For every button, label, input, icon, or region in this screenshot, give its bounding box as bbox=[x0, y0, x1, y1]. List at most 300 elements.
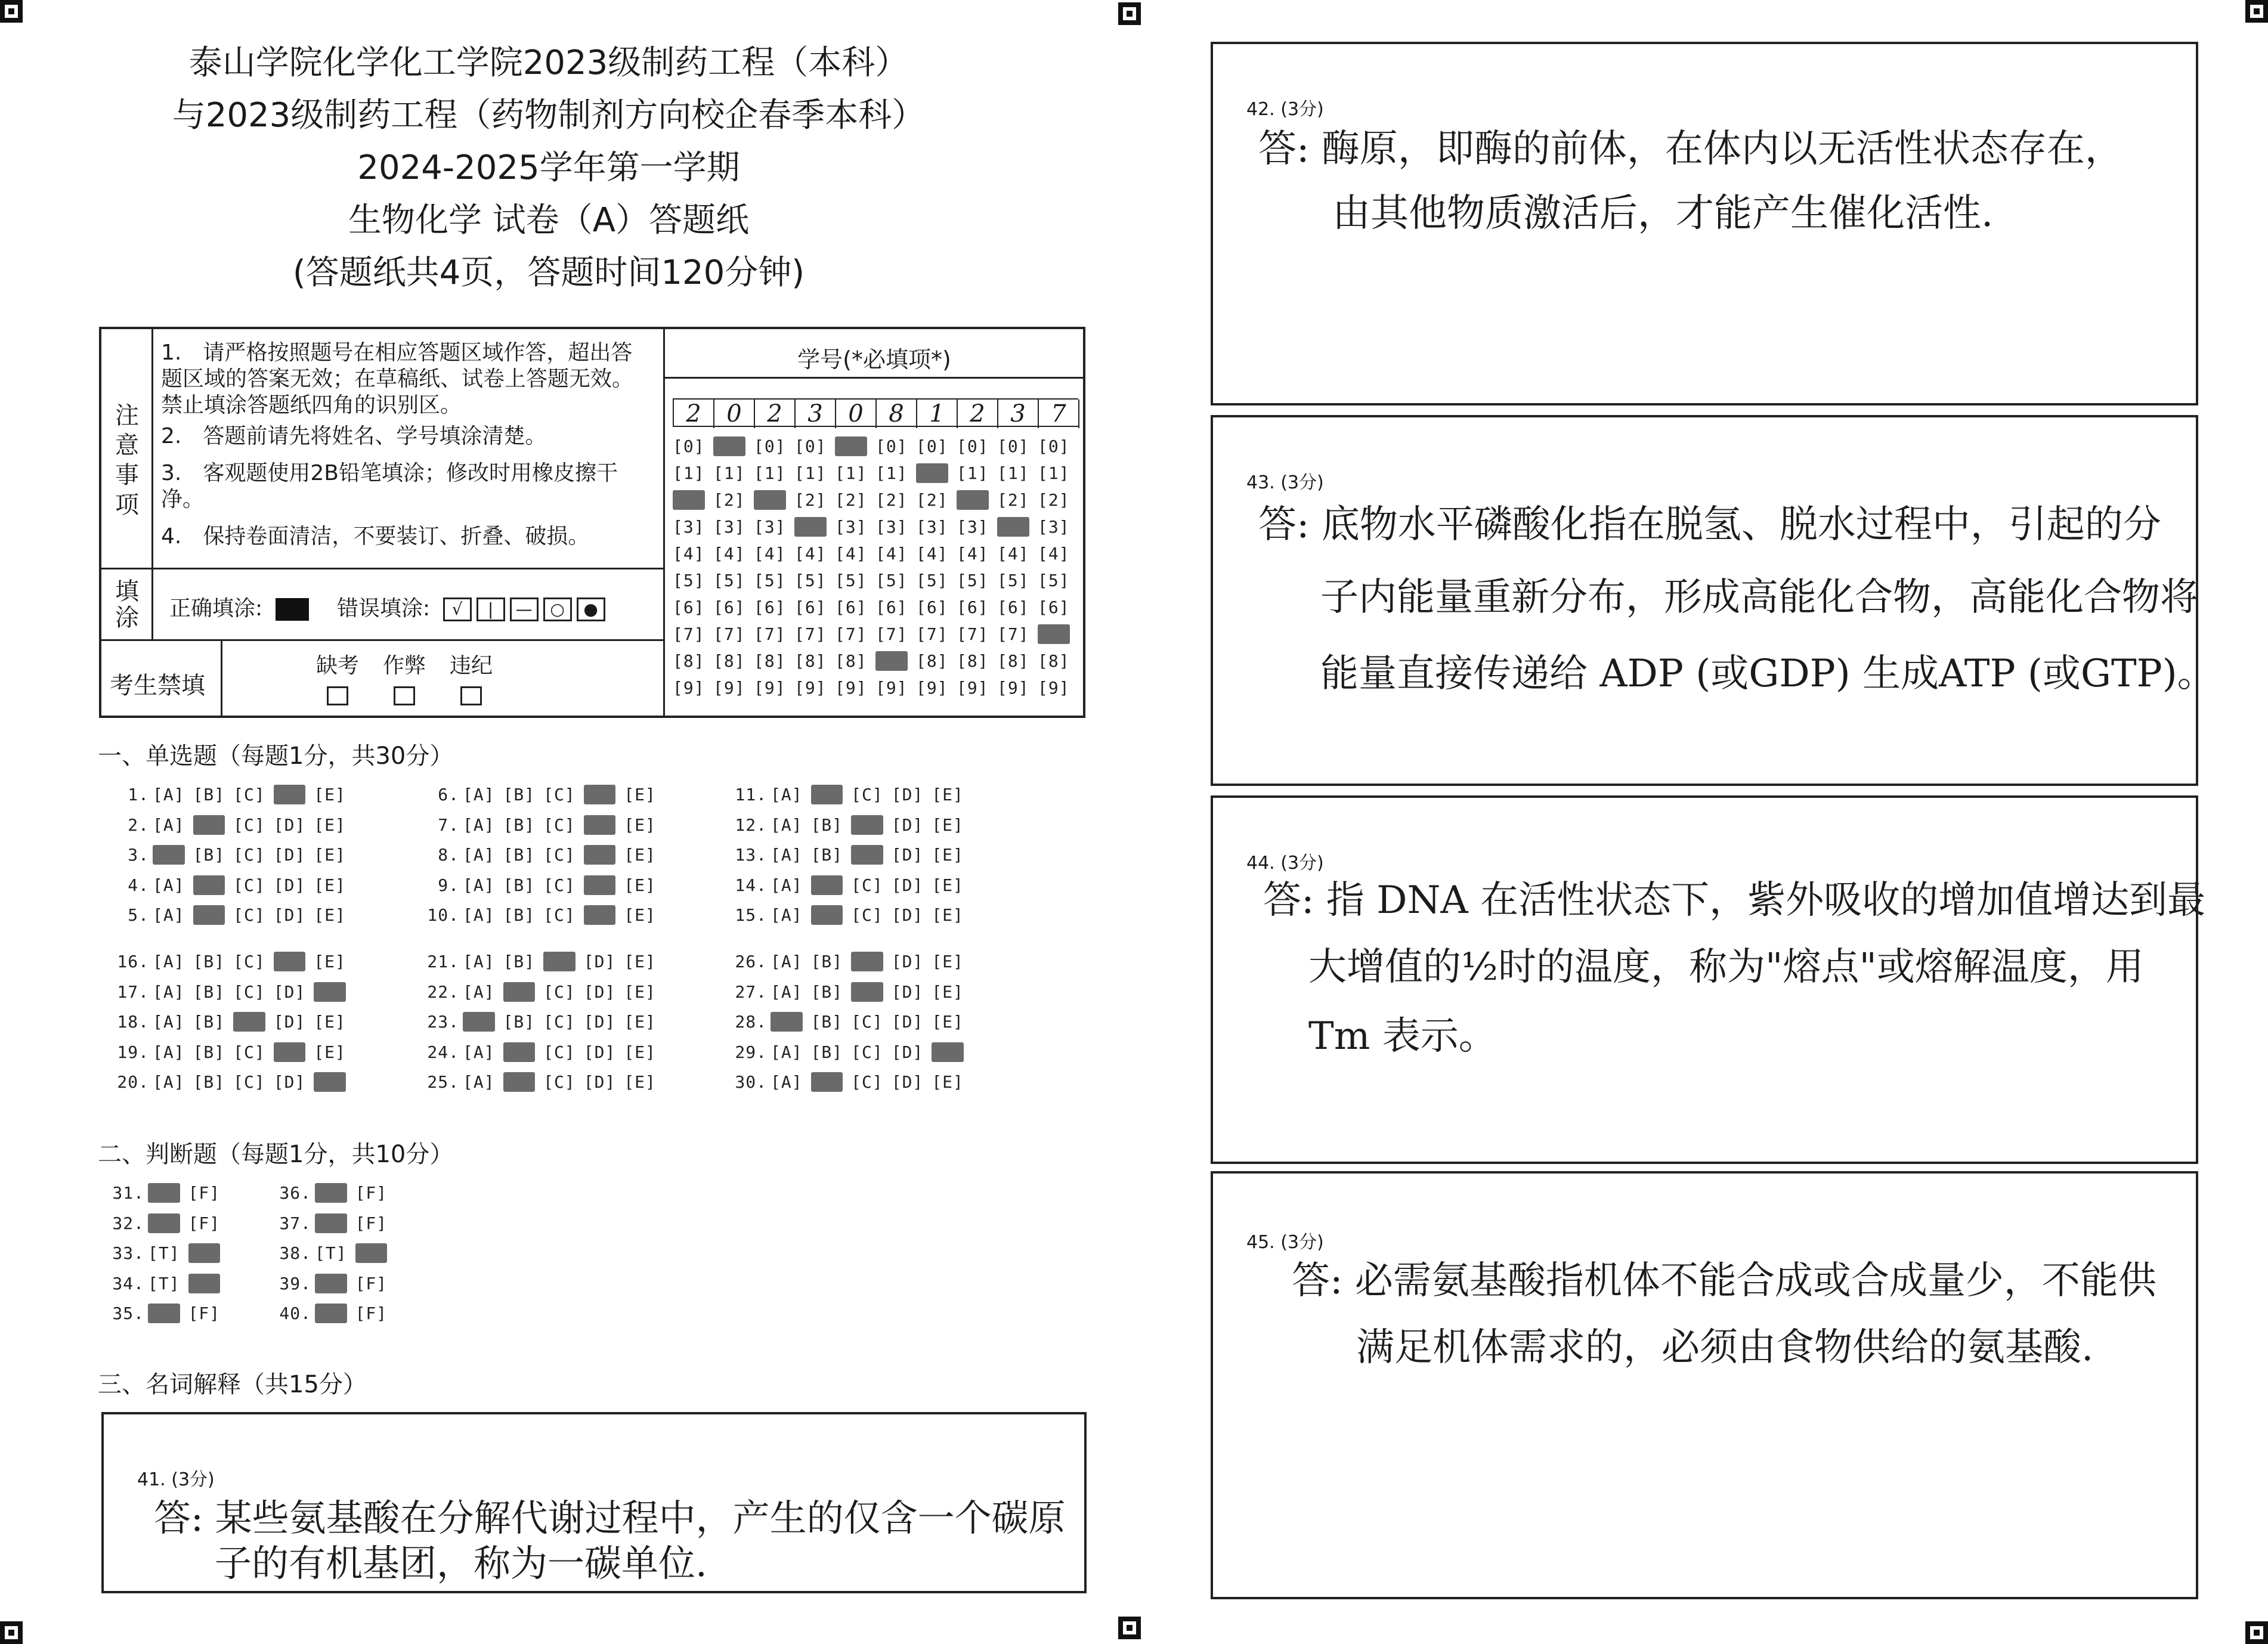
student-id-bubble[interactable]: [6] bbox=[713, 597, 745, 617]
option-bubble[interactable]: [E] bbox=[932, 815, 964, 835]
option-bubble[interactable]: [C] bbox=[233, 875, 265, 895]
student-id-bubble[interactable]: [2] bbox=[1038, 490, 1070, 510]
option-bubble[interactable]: [D] bbox=[891, 785, 924, 804]
student-id-bubble[interactable]: [4] bbox=[794, 544, 827, 564]
option-bubble[interactable]: [B] bbox=[810, 982, 843, 1002]
option-bubble[interactable]: [E] bbox=[624, 845, 656, 865]
option-bubble[interactable]: [B] bbox=[193, 815, 225, 835]
forbidden-absent-label: 缺考 bbox=[316, 654, 360, 678]
student-id-bubble[interactable]: [4] bbox=[916, 544, 948, 564]
student-id-bubble[interactable]: [7] bbox=[794, 624, 827, 644]
option-bubble[interactable]: [E] bbox=[932, 1072, 964, 1092]
option-bubble[interactable]: [B] bbox=[193, 845, 225, 865]
option-bubble[interactable]: [B] bbox=[503, 952, 536, 971]
student-id-bubble[interactable]: [1] bbox=[713, 463, 745, 483]
option-bubble[interactable]: [T] bbox=[315, 1304, 347, 1323]
option-bubble[interactable]: [D] bbox=[273, 905, 306, 925]
option-bubble[interactable]: [C] bbox=[543, 952, 575, 971]
student-id-bubble[interactable]: [5] bbox=[875, 571, 908, 590]
student-id-bubble[interactable]: [9] bbox=[875, 678, 908, 698]
option-bubble[interactable]: [T] bbox=[148, 1243, 180, 1263]
option-bubble[interactable]: [D] bbox=[583, 982, 616, 1002]
option-bubble[interactable]: [B] bbox=[503, 982, 536, 1002]
option-bubble[interactable]: [F] bbox=[188, 1243, 221, 1263]
student-id-bubble[interactable]: [0] bbox=[835, 436, 867, 456]
student-id-bubble[interactable]: [4] bbox=[673, 544, 705, 564]
student-id-bubble[interactable]: [9] bbox=[957, 678, 989, 698]
student-id-bubble[interactable]: [1] bbox=[673, 463, 705, 483]
registration-mark-bottom-center bbox=[1118, 1617, 1141, 1639]
option-bubble[interactable]: [D] bbox=[273, 815, 306, 835]
student-id-bubble[interactable]: [4] bbox=[835, 544, 867, 564]
option-bubble[interactable]: [A] bbox=[153, 952, 185, 971]
option-bubble[interactable]: [F] bbox=[188, 1213, 221, 1233]
forbidden-absent-checkbox[interactable] bbox=[327, 686, 348, 705]
option-bubble[interactable]: [D] bbox=[891, 1012, 924, 1032]
option-bubble[interactable]: [A] bbox=[153, 982, 185, 1002]
student-id-bubble[interactable]: [9] bbox=[916, 678, 948, 698]
option-bubble[interactable]: [T] bbox=[148, 1273, 180, 1293]
option-bubble[interactable]: [E] bbox=[624, 905, 656, 925]
option-bubble[interactable]: [B] bbox=[810, 1042, 843, 1062]
option-bubble[interactable]: [A] bbox=[463, 1072, 495, 1092]
option-bubble[interactable]: [C] bbox=[233, 982, 265, 1002]
option-bubble[interactable]: [A] bbox=[153, 785, 185, 804]
student-id-bubble[interactable]: [1] bbox=[875, 463, 908, 483]
student-id-bubble[interactable]: [6] bbox=[835, 597, 867, 617]
option-bubble[interactable]: [C] bbox=[851, 785, 883, 804]
answer-43-line-3: 能量直接传递给 ADP (或GDP) 生成ATP (或GTP)。 bbox=[1320, 652, 2216, 696]
option-bubble[interactable]: [A] bbox=[771, 875, 803, 895]
question-number: 6. bbox=[438, 785, 459, 804]
option-bubble[interactable]: [B] bbox=[193, 982, 225, 1002]
student-id-bubble[interactable]: [8] bbox=[1038, 651, 1070, 671]
option-bubble[interactable]: [B] bbox=[193, 952, 225, 971]
option-bubble[interactable]: [T] bbox=[148, 1183, 180, 1203]
answer-box-43[interactable] bbox=[1211, 415, 2216, 786]
student-id-bubble[interactable]: [3] bbox=[794, 517, 827, 537]
option-bubble[interactable]: [F] bbox=[355, 1273, 388, 1293]
option-bubble[interactable]: [C] bbox=[543, 1042, 575, 1062]
option-bubble[interactable]: [C] bbox=[543, 845, 575, 865]
option-bubble[interactable]: [E] bbox=[932, 952, 964, 971]
student-id-bubble[interactable]: [7] bbox=[673, 624, 705, 644]
option-bubble[interactable]: [D] bbox=[891, 905, 924, 925]
option-bubble[interactable]: [B] bbox=[810, 815, 843, 835]
question-number: 36. bbox=[279, 1183, 311, 1203]
student-id-bubble[interactable]: [2] bbox=[957, 490, 989, 510]
option-bubble[interactable]: [D] bbox=[891, 1042, 924, 1062]
option-bubble[interactable]: [A] bbox=[771, 982, 803, 1002]
option-bubble[interactable]: [A] bbox=[463, 815, 495, 835]
option-bubble[interactable]: [B] bbox=[193, 1012, 225, 1032]
option-bubble[interactable]: [D] bbox=[891, 815, 924, 835]
option-bubble[interactable]: [D] bbox=[583, 1072, 616, 1092]
student-id-bubble[interactable]: [4] bbox=[997, 544, 1029, 564]
student-id-bubble[interactable]: [9] bbox=[713, 678, 745, 698]
student-id-bubble[interactable]: [9] bbox=[673, 678, 705, 698]
student-id-bubble[interactable]: [0] bbox=[713, 436, 745, 456]
student-id-bubble[interactable]: [0] bbox=[916, 436, 948, 456]
student-id-bubble[interactable]: [7] bbox=[875, 624, 908, 644]
student-id-bubble[interactable]: [9] bbox=[754, 678, 786, 698]
student-id-bubble[interactable]: [4] bbox=[875, 544, 908, 564]
option-bubble[interactable]: [A] bbox=[771, 952, 803, 971]
answer-box-41[interactable] bbox=[101, 1412, 1087, 1593]
option-bubble[interactable]: [F] bbox=[188, 1183, 221, 1203]
option-bubble[interactable]: [B] bbox=[810, 905, 843, 925]
option-bubble[interactable]: [D] bbox=[891, 845, 924, 865]
answer-box-45[interactable] bbox=[1211, 1171, 2198, 1599]
student-id-bubble[interactable]: [5] bbox=[794, 571, 827, 590]
student-id-bubble[interactable]: [6] bbox=[916, 597, 948, 617]
option-bubble[interactable]: [D] bbox=[583, 875, 616, 895]
true-false-question-35 bbox=[111, 1304, 228, 1323]
option-bubble[interactable]: [T] bbox=[148, 1304, 180, 1323]
option-bubble[interactable]: [A] bbox=[771, 1042, 803, 1062]
student-id-bubble[interactable]: [3] bbox=[1038, 517, 1070, 537]
option-bubble[interactable]: [C] bbox=[543, 785, 575, 804]
student-id-bubble[interactable]: [8] bbox=[754, 651, 786, 671]
option-bubble[interactable]: [D] bbox=[583, 845, 616, 865]
option-bubble[interactable]: [E] bbox=[624, 952, 656, 971]
option-bubble[interactable]: [C] bbox=[233, 785, 265, 804]
option-bubble[interactable]: [E] bbox=[932, 982, 964, 1002]
student-id-bubble[interactable]: [0] bbox=[673, 436, 705, 456]
student-id-bubble[interactable]: [5] bbox=[997, 571, 1029, 590]
option-bubble[interactable]: [C] bbox=[543, 875, 575, 895]
student-id-bubble[interactable]: [4] bbox=[754, 544, 786, 564]
option-bubble[interactable]: [B] bbox=[503, 785, 536, 804]
option-bubble[interactable]: [D] bbox=[583, 905, 616, 925]
option-bubble[interactable]: [D] bbox=[273, 982, 306, 1002]
option-bubble[interactable]: [B] bbox=[810, 875, 843, 895]
option-bubble[interactable]: [D] bbox=[891, 1072, 924, 1092]
student-id-bubble[interactable]: [2] bbox=[713, 490, 745, 510]
student-id-bubble[interactable]: [5] bbox=[835, 571, 867, 590]
student-id-bubble[interactable]: [0] bbox=[794, 436, 827, 456]
option-bubble[interactable]: [E] bbox=[932, 875, 964, 895]
option-bubble[interactable]: [E] bbox=[624, 1042, 656, 1062]
option-bubble[interactable]: [E] bbox=[314, 952, 346, 971]
student-id-bubble[interactable]: [3] bbox=[713, 517, 745, 537]
student-id-bubble[interactable]: [6] bbox=[875, 597, 908, 617]
option-bubble[interactable]: [E] bbox=[624, 982, 656, 1002]
student-id-bubble[interactable]: [3] bbox=[754, 517, 786, 537]
option-bubble[interactable]: [C] bbox=[543, 1012, 575, 1032]
student-id-bubble[interactable]: [2] bbox=[673, 490, 705, 510]
student-id-bubble[interactable]: [7] bbox=[997, 624, 1029, 644]
student-id-bubble[interactable]: [2] bbox=[794, 490, 827, 510]
question-number: 5. bbox=[128, 905, 149, 925]
option-bubble[interactable]: [T] bbox=[315, 1243, 347, 1263]
question-number: 16. bbox=[117, 952, 149, 971]
option-bubble[interactable]: [E] bbox=[932, 785, 964, 804]
option-bubble[interactable]: [C] bbox=[851, 1012, 883, 1032]
option-bubble[interactable]: [C] bbox=[851, 982, 883, 1002]
option-bubble[interactable]: [A] bbox=[463, 1042, 495, 1062]
option-bubble[interactable]: [E] bbox=[314, 1042, 346, 1062]
option-bubble[interactable]: [F] bbox=[355, 1304, 388, 1323]
option-bubble[interactable]: [E] bbox=[314, 785, 346, 804]
student-id-bubble[interactable]: [0] bbox=[754, 436, 786, 456]
student-id-bubble[interactable]: [6] bbox=[794, 597, 827, 617]
student-id-bubble[interactable]: [3] bbox=[835, 517, 867, 537]
student-id-bubble[interactable]: [8] bbox=[794, 651, 827, 671]
option-bubble[interactable]: [A] bbox=[153, 875, 185, 895]
option-bubble[interactable]: [B] bbox=[193, 1042, 225, 1062]
student-id-bubble[interactable]: [3] bbox=[916, 517, 948, 537]
option-bubble[interactable]: [D] bbox=[891, 875, 924, 895]
option-bubble[interactable]: [C] bbox=[543, 1072, 575, 1092]
option-bubble[interactable]: [E] bbox=[624, 1012, 656, 1032]
student-id-bubble[interactable]: [8] bbox=[916, 651, 948, 671]
option-bubble[interactable]: [A] bbox=[771, 1072, 803, 1092]
student-id-bubble[interactable]: [8] bbox=[875, 651, 908, 671]
option-bubble[interactable]: [A] bbox=[153, 905, 185, 925]
option-bubble[interactable]: [D] bbox=[273, 1072, 306, 1092]
option-bubble[interactable]: [A] bbox=[463, 952, 495, 971]
student-id-bubble[interactable]: [1] bbox=[916, 463, 948, 483]
option-bubble[interactable]: [D] bbox=[891, 952, 924, 971]
student-id-bubble[interactable]: [3] bbox=[957, 517, 989, 537]
student-id-bubble[interactable]: [5] bbox=[957, 571, 989, 590]
option-bubble[interactable]: [F] bbox=[188, 1273, 221, 1293]
option-bubble[interactable]: [E] bbox=[932, 1042, 964, 1062]
student-id-bubble[interactable]: [6] bbox=[957, 597, 989, 617]
student-id-bubble[interactable]: [1] bbox=[835, 463, 867, 483]
option-bubble[interactable]: [A] bbox=[153, 815, 185, 835]
title-line-3: 2024-2025学年第一学期 bbox=[357, 148, 740, 187]
option-bubble[interactable]: [C] bbox=[543, 905, 575, 925]
student-id-bubble[interactable]: [6] bbox=[997, 597, 1029, 617]
option-bubble[interactable]: [C] bbox=[851, 1042, 883, 1062]
student-id-bubble[interactable]: [0] bbox=[875, 436, 908, 456]
option-bubble[interactable]: [C] bbox=[233, 815, 265, 835]
student-id-bubble[interactable]: [1] bbox=[754, 463, 786, 483]
option-bubble[interactable]: [A] bbox=[463, 1012, 495, 1032]
option-bubble[interactable]: [B] bbox=[193, 905, 225, 925]
student-id-bubble[interactable]: [9] bbox=[794, 678, 827, 698]
student-id-bubble[interactable]: [4] bbox=[713, 544, 745, 564]
question-number: 2. bbox=[128, 815, 149, 835]
single-choice-question-23 bbox=[423, 1012, 664, 1032]
student-id-bubble[interactable]: [8] bbox=[997, 651, 1029, 671]
forbidden-cheat-checkbox[interactable] bbox=[394, 686, 415, 705]
single-choice-question-24 bbox=[423, 1042, 664, 1062]
answer-box-44[interactable] bbox=[1211, 795, 2206, 1164]
option-bubble[interactable]: [E] bbox=[314, 905, 346, 925]
option-bubble[interactable]: [C] bbox=[543, 815, 575, 835]
option-bubble[interactable]: [D] bbox=[273, 845, 306, 865]
title-line-2: 与2023级制药工程（药物制剂方向校企春季本科） bbox=[172, 96, 926, 135]
student-id-bubble[interactable]: [6] bbox=[673, 597, 705, 617]
option-bubble[interactable]: [A] bbox=[153, 1012, 185, 1032]
option-bubble[interactable]: [A] bbox=[463, 845, 495, 865]
student-id-bubble[interactable]: [6] bbox=[754, 597, 786, 617]
option-bubble[interactable]: [E] bbox=[624, 815, 656, 835]
option-bubble[interactable]: [D] bbox=[273, 875, 306, 895]
student-id-bubble[interactable]: [1] bbox=[997, 463, 1029, 483]
student-id-bubble[interactable]: [5] bbox=[916, 571, 948, 590]
option-bubble[interactable]: [A] bbox=[463, 785, 495, 804]
student-id-bubble[interactable]: [2] bbox=[754, 490, 786, 510]
option-bubble[interactable]: [E] bbox=[624, 1072, 656, 1092]
question-number: 38. bbox=[279, 1243, 311, 1263]
option-bubble[interactable]: [A] bbox=[771, 815, 803, 835]
student-id-bubble[interactable]: [5] bbox=[673, 571, 705, 590]
student-id-bubble[interactable]: [7] bbox=[713, 624, 745, 644]
student-id-bubble[interactable]: [8] bbox=[957, 651, 989, 671]
student-id-bubble[interactable]: [7] bbox=[1038, 624, 1070, 644]
student-id-bubble[interactable]: [5] bbox=[754, 571, 786, 590]
option-bubble[interactable]: [T] bbox=[148, 1213, 180, 1233]
option-bubble[interactable]: [B] bbox=[503, 875, 536, 895]
student-id-bubble[interactable]: [6] bbox=[1038, 597, 1070, 617]
option-bubble[interactable]: [C] bbox=[851, 952, 883, 971]
student-id-bubble[interactable]: [7] bbox=[835, 624, 867, 644]
option-bubble[interactable]: [A] bbox=[771, 785, 803, 804]
option-bubble[interactable]: [B] bbox=[810, 1012, 843, 1032]
student-id-bubble[interactable]: [4] bbox=[957, 544, 989, 564]
student-id-bubble[interactable]: [5] bbox=[1038, 571, 1070, 590]
option-bubble[interactable]: [T] bbox=[315, 1183, 347, 1203]
student-id-bubble[interactable]: [3] bbox=[997, 517, 1029, 537]
question-number: 13. bbox=[735, 845, 767, 865]
student-id-bubble[interactable]: [1] bbox=[1038, 463, 1070, 483]
option-bubble[interactable]: [B] bbox=[193, 785, 225, 804]
student-id-bubble[interactable]: [7] bbox=[754, 624, 786, 644]
option-bubble[interactable]: [E] bbox=[932, 1012, 964, 1032]
wrong-fill-dash: — bbox=[510, 597, 539, 621]
option-bubble[interactable]: [B] bbox=[503, 1072, 536, 1092]
option-bubble[interactable]: [E] bbox=[932, 845, 964, 865]
student-id-bubble[interactable]: [3] bbox=[875, 517, 908, 537]
option-bubble[interactable]: [B] bbox=[810, 1072, 843, 1092]
student-id-bubble[interactable]: [5] bbox=[713, 571, 745, 590]
student-id-bubble[interactable]: [2] bbox=[875, 490, 908, 510]
option-bubble[interactable]: [D] bbox=[583, 952, 616, 971]
notice-item-2: 2. 答题前请先将姓名、学号填涂清楚。 bbox=[161, 424, 547, 448]
option-bubble[interactable]: [B] bbox=[810, 952, 843, 971]
answer-box-42[interactable] bbox=[1211, 42, 2198, 405]
option-bubble[interactable]: [A] bbox=[153, 1072, 185, 1092]
option-bubble[interactable]: [F] bbox=[355, 1183, 388, 1203]
option-bubble[interactable]: [B] bbox=[503, 1012, 536, 1032]
single-choice-question-27 bbox=[731, 982, 972, 1002]
option-bubble[interactable]: [C] bbox=[851, 845, 883, 865]
option-bubble[interactable]: [D] bbox=[273, 952, 306, 971]
forbidden-violation-checkbox[interactable] bbox=[460, 686, 482, 705]
student-id-bubble[interactable]: [2] bbox=[916, 490, 948, 510]
option-bubble[interactable]: [A] bbox=[153, 845, 185, 865]
option-bubble[interactable]: [E] bbox=[314, 875, 346, 895]
option-bubble[interactable]: [B] bbox=[503, 815, 536, 835]
notice-item-4: 4. 保持卷面清洁，不要装订、折叠、破损。 bbox=[161, 524, 590, 549]
option-bubble[interactable]: [C] bbox=[851, 905, 883, 925]
student-id-bubble[interactable]: [3] bbox=[673, 517, 705, 537]
option-bubble[interactable]: [A] bbox=[153, 1042, 185, 1062]
option-bubble[interactable]: [C] bbox=[851, 875, 883, 895]
option-bubble[interactable]: [D] bbox=[273, 1042, 306, 1062]
single-choice-question-21 bbox=[423, 952, 664, 971]
student-id-bubble[interactable]: [8] bbox=[835, 651, 867, 671]
option-bubble[interactable]: [C] bbox=[851, 1072, 883, 1092]
option-bubble[interactable]: [B] bbox=[193, 1072, 225, 1092]
option-bubble[interactable]: [E] bbox=[314, 815, 346, 835]
option-bubble[interactable]: [E] bbox=[314, 1072, 346, 1092]
option-bubble[interactable]: [C] bbox=[233, 845, 265, 865]
option-bubble[interactable]: [B] bbox=[810, 785, 843, 804]
option-bubble[interactable]: [B] bbox=[503, 905, 536, 925]
option-bubble[interactable]: [D] bbox=[891, 982, 924, 1002]
student-id-bubble[interactable]: [2] bbox=[835, 490, 867, 510]
student-id-bubble[interactable]: [0] bbox=[1038, 436, 1070, 456]
student-id-bubble[interactable]: [0] bbox=[997, 436, 1029, 456]
option-bubble[interactable]: [C] bbox=[233, 905, 265, 925]
student-id-bubble[interactable]: [9] bbox=[835, 678, 867, 698]
option-bubble[interactable]: [D] bbox=[273, 1012, 306, 1032]
option-bubble[interactable]: [A] bbox=[771, 1012, 803, 1032]
option-bubble[interactable]: [B] bbox=[810, 845, 843, 865]
option-bubble[interactable]: [T] bbox=[315, 1213, 347, 1233]
student-id-bubble[interactable]: [9] bbox=[1038, 678, 1070, 698]
option-bubble[interactable]: [A] bbox=[771, 845, 803, 865]
student-id-bubble[interactable]: [2] bbox=[997, 490, 1029, 510]
option-bubble[interactable]: [C] bbox=[233, 1012, 265, 1032]
option-bubble[interactable]: [B] bbox=[193, 875, 225, 895]
student-id-bubble[interactable]: [7] bbox=[957, 624, 989, 644]
option-bubble[interactable]: [F] bbox=[355, 1213, 388, 1233]
student-id-bubble[interactable]: [8] bbox=[673, 651, 705, 671]
option-bubble[interactable]: [D] bbox=[583, 815, 616, 835]
option-bubble[interactable]: [E] bbox=[314, 845, 346, 865]
option-bubble[interactable]: [C] bbox=[233, 1042, 265, 1062]
option-bubble[interactable]: [D] bbox=[583, 1042, 616, 1062]
question-number: 21. bbox=[427, 952, 459, 971]
student-id-bubble[interactable]: [7] bbox=[916, 624, 948, 644]
option-bubble[interactable]: [A] bbox=[463, 982, 495, 1002]
student-id-bubble[interactable]: [4] bbox=[1038, 544, 1070, 564]
option-bubble[interactable]: [A] bbox=[463, 905, 495, 925]
option-bubble[interactable]: [E] bbox=[624, 785, 656, 804]
option-bubble[interactable]: [B] bbox=[503, 845, 536, 865]
option-bubble[interactable]: [B] bbox=[503, 1042, 536, 1062]
option-bubble[interactable]: [F] bbox=[188, 1304, 221, 1323]
student-id-bubble[interactable]: [8] bbox=[713, 651, 745, 671]
option-bubble[interactable]: [A] bbox=[463, 875, 495, 895]
option-bubble[interactable]: [C] bbox=[233, 1072, 265, 1092]
student-id-bubble[interactable]: [0] bbox=[957, 436, 989, 456]
option-bubble[interactable]: [E] bbox=[624, 875, 656, 895]
option-bubble[interactable]: [E] bbox=[314, 982, 346, 1002]
option-bubble[interactable]: [C] bbox=[543, 982, 575, 1002]
option-bubble[interactable]: [E] bbox=[314, 1012, 346, 1032]
option-bubble[interactable]: [C] bbox=[851, 815, 883, 835]
option-bubble[interactable]: [D] bbox=[273, 785, 306, 804]
option-bubble[interactable]: [C] bbox=[233, 952, 265, 971]
student-id-bubble[interactable]: [1] bbox=[794, 463, 827, 483]
student-id-bubble[interactable]: [9] bbox=[997, 678, 1029, 698]
option-bubble[interactable]: [E] bbox=[932, 905, 964, 925]
option-bubble[interactable]: [T] bbox=[315, 1273, 347, 1293]
student-id-bubble[interactable]: [1] bbox=[957, 463, 989, 483]
option-bubble[interactable]: [F] bbox=[355, 1243, 388, 1263]
answer-41-line-2: 子的有机基团，称为一碳单位. bbox=[215, 1541, 707, 1585]
option-bubble[interactable]: [D] bbox=[583, 1012, 616, 1032]
option-bubble[interactable]: [A] bbox=[771, 905, 803, 925]
option-bubble[interactable]: [D] bbox=[583, 785, 616, 804]
